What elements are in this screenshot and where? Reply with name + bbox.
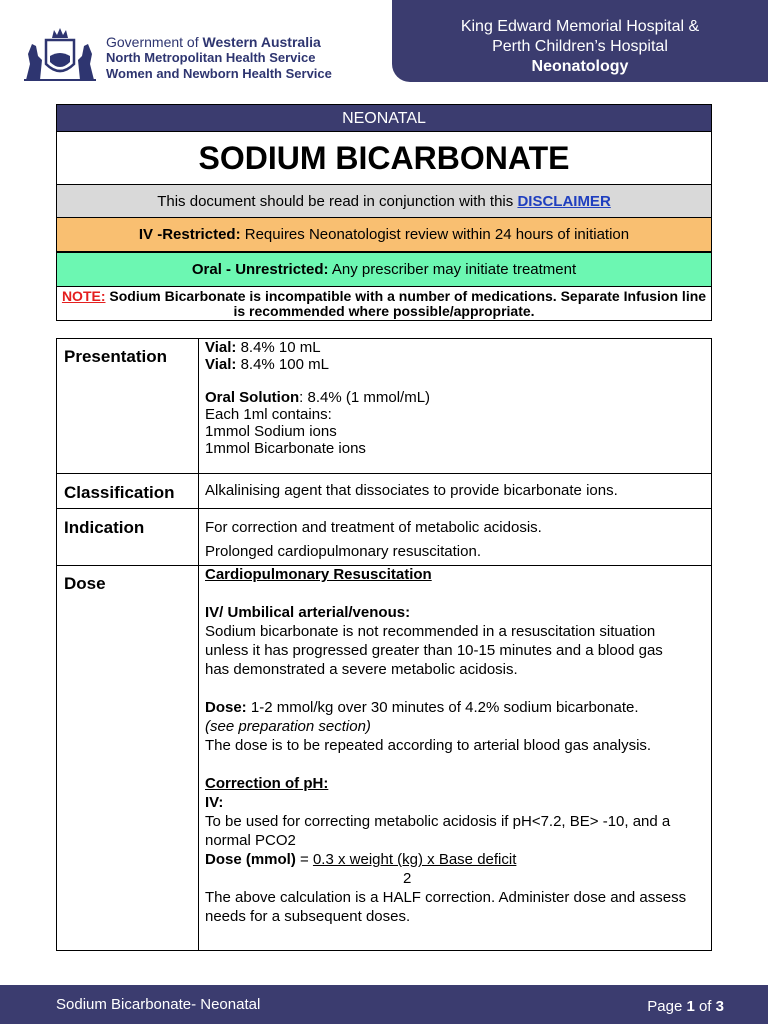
indication-line: For correction and treatment of metabolic acidosis.: [205, 519, 542, 536]
formula-label: Dose (mmol): [205, 851, 296, 868]
formula-numerator: 0.3 x weight (kg) x Base deficit: [312, 851, 517, 868]
half-correction-text: needs for a subsequent doses.: [205, 908, 411, 925]
monograph-table: [56, 338, 712, 951]
iv-restriction-text: Requires Neonatologist review within 24 hours of initiation: [240, 226, 630, 243]
vial-label: Vial:: [205, 339, 237, 356]
gov-prefix: Government of: [106, 34, 203, 50]
category-bar: NEONATAL: [56, 104, 712, 132]
hospital-header-tab: [392, 0, 768, 82]
indication-label: Indication: [64, 518, 145, 537]
vial-100ml: 8.4% 100 mL: [236, 356, 329, 373]
iv-restriction-label: IV -Restricted:: [138, 226, 241, 243]
indication-line: Prolonged cardiopulmonary resuscitation.: [205, 543, 481, 560]
oral-solution-label: Oral Solution: [205, 389, 300, 406]
incompatibility-note: [56, 286, 712, 321]
sodium-ions-line: 1mmol Sodium ions: [205, 423, 337, 440]
formula-denominator: 2: [403, 870, 412, 887]
gov-name: Western Australia: [202, 34, 321, 50]
oral-restriction-bar: [56, 252, 712, 287]
vial-label: Vial:: [205, 356, 237, 373]
wa-government-logo: [20, 26, 360, 84]
row-divider: [57, 508, 711, 509]
organisation-text: [106, 34, 332, 82]
page-prefix: Page: [647, 998, 687, 1015]
vial-10ml: 8.4% 10 mL: [236, 339, 321, 356]
classification-label: Classification: [64, 483, 175, 502]
ph-criteria-text: normal PCO2: [205, 832, 296, 849]
service-wnhs: Women and Newborn Health Service: [106, 66, 332, 81]
oral-restriction-label: Oral - Unrestricted:: [191, 261, 329, 278]
formula-equals: =: [295, 851, 313, 868]
wa-crest-icon: [20, 26, 100, 82]
presentation-content: [205, 339, 709, 457]
department-name: Neonatology: [531, 58, 629, 75]
cpr-heading: Cardiopulmonary Resuscitation: [205, 566, 432, 583]
disclaimer-link[interactable]: DISCLAIMER: [517, 193, 611, 210]
hospital-line-2: Perth Children’s Hospital: [492, 38, 668, 55]
dose-amount-label: Dose:: [205, 699, 247, 716]
page-indicator: [647, 998, 724, 1015]
note-text: Sodium Bicarbonate is incompatible with a number of medications. Separate Infusion line is recommended where possible/appropriate.: [105, 288, 707, 319]
dose-formula: [205, 850, 709, 869]
hospital-line-1: King Edward Memorial Hospital &: [460, 18, 700, 35]
classification-text: Alkalinising agent that dissociates to provide bicarbonate ions.: [205, 482, 618, 499]
oral-solution-value: : 8.4% (1 mmol/mL): [299, 389, 431, 406]
iv-heading: IV:: [205, 794, 224, 811]
page-footer: [0, 985, 768, 1024]
document-title: SODIUM BICARBONATE: [56, 131, 712, 185]
footer-title: Sodium Bicarbonate- Neonatal: [56, 996, 261, 1013]
dose-amount-text: 1-2 mmol/kg over 30 minutes of 4.2% sodium bicarbonate.: [246, 699, 639, 716]
disclaimer-text: This document should be read in conjunction with this: [157, 193, 518, 210]
oral-restriction-text: Any prescriber may initiate treatment: [328, 261, 577, 278]
see-preparation-note: (see preparation section): [205, 718, 371, 735]
cpr-text: unless it has progressed greater than 10-15 minutes and a blood gas: [205, 642, 663, 659]
dose-content: [205, 565, 709, 926]
half-correction-text: The above calculation is a HALF correction. Administer dose and assess: [205, 889, 687, 906]
bicarbonate-ions-line: 1mmol Bicarbonate ions: [205, 440, 366, 457]
ph-criteria-text: To be used for correcting metabolic acidosis if pH<7.2, BE> -10, and a: [205, 813, 671, 830]
iv-restriction-bar: [56, 217, 712, 252]
disclaimer-bar: [56, 184, 712, 218]
ph-correction-heading: Correction of pH:: [205, 775, 329, 792]
repeat-dose-text: The dose is to be repeated according to arterial blood gas analysis.: [205, 737, 652, 754]
row-divider: [57, 473, 711, 474]
column-divider: [198, 339, 199, 950]
iv-umbilical-heading: IV/ Umbilical arterial/venous:: [205, 604, 411, 621]
note-label: NOTE:: [61, 288, 106, 304]
indication-content: [205, 516, 709, 564]
presentation-label: Presentation: [64, 347, 167, 366]
contains-line: Each 1ml contains:: [205, 406, 332, 423]
dose-label: Dose: [64, 574, 106, 593]
service-nmhs: North Metropolitan Health Service: [106, 50, 316, 65]
page-number: 1: [686, 998, 695, 1015]
page-of: of: [694, 998, 716, 1015]
cpr-text: Sodium bicarbonate is not recommended in a resuscitation situation: [205, 623, 656, 640]
cpr-text: has demonstrated a severe metabolic acidosis.: [205, 661, 518, 678]
page-total: 3: [715, 998, 724, 1015]
